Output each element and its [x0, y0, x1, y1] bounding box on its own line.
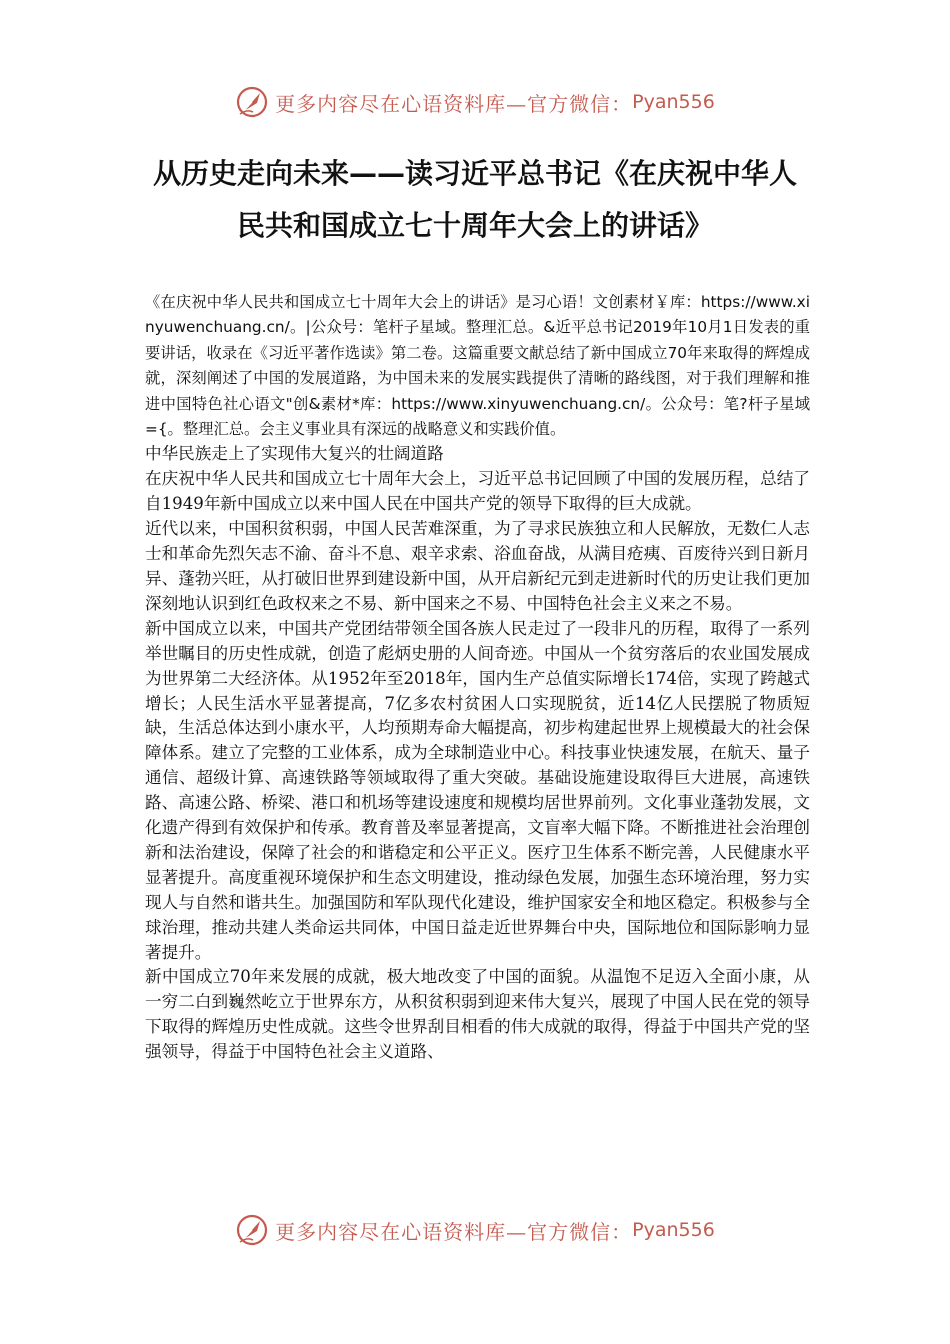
body-paragraph-4: 新中国成立70年来发展的成就，极大地改变了中国的面貌。从温饱不足迈入全面小康，从一穷二白到巍然屹立于世界东方，从积贫积弱到迎来伟大复兴，展现了中国人民在党的领导下取得的辉煌历史性成就。这些令世界刮目相看的伟大成就的取得，得益于中国共产党的坚强领导，得益于中国特色社会主义道路、	[145, 967, 810, 1062]
header-watermark-banner	[0, 82, 950, 122]
body-paragraph-2: 近代以来，中国积贫积弱，中国人民苦难深重，为了寻求民族独立和人民解放，无数仁人志士和革命先烈矢志不渝、奋斗不息、艰辛求索、浴血奋战，从满目疮痍、百废待兴到日新月异、蓬勃兴旺，从打破旧世界到建设新中国，从开启新纪元到走进新时代的历史让我们更加深刻地认识到红色政权来之不易、新中国来之不易、中国特色社会主义来之不易。	[145, 519, 810, 613]
body-paragraph-1: 在庆祝中华人民共和国成立七十周年大会上，习近平总书记回顾了中国的发展历程，总结了自1949年新中国成立以来中国人民在中国共产党的领导下取得的巨大成就。	[145, 469, 810, 514]
document-body	[145, 290, 810, 1065]
section-heading: 中华民族走上了实现伟大复兴的壮阔道路	[145, 444, 444, 464]
body-paragraph-3: 新中国成立以来，中国共产党团结带领全国各族人民走过了一段非凡的历程，取得了一系列举世瞩目的历史性成就，创造了彪炳史册的人间奇迹。中国从一个贫穷落后的农业国发展成为世界第二大经济体。从1952年至2018年，国内生产总值实际增长174倍，实现了跨越式增长；人民生活水平显著提高，7亿多农村贫困人口实现脱贫，近14亿人民摆脱了物质短缺，生活总体达到小康水平，人均预期寿命大幅提高，初步构建起世界上规模最大的社会保障体系。建立了完整的工业体系，成为全球制造业中心。科技事业快速发展，在航天、量子通信、超级计算、高速铁路等领域取得了重大突破。基础设施建设取得巨大进展，高速铁路、高速公路、桥梁、港口和机场等建设速度和规模均居世界前列。文化事业蓬勃发展，文化遗产得到有效保护和传承。教育普及率显著提高，文盲率大幅下降。不断推进社会治理创新和法治建设，保障了社会的和谐稳定和公平正义。医疗卫生体系不断完善，人民健康水平显著提升。高度重视环境保护和生态文明建设，推动绿色发展，加强生态环境治理，努力实现人与自然和谐共生。加强国防和军队现代化建设，维护国家安全和地区稳定。积极参与全球治理，推动共建人类命运共同体，中国日益走近世界舞台中央，国际地位和国际影响力显著提升。	[145, 618, 810, 962]
footer-watermark-banner	[0, 1210, 950, 1250]
banner-wechat-handle: Pyan556	[632, 1219, 715, 1241]
banner-text: 更多内容尽在心语资料库—官方微信：	[275, 91, 633, 116]
quill-logo-icon	[235, 85, 269, 119]
banner-wechat-handle: Pyan556	[632, 91, 715, 113]
intro-paragraph: 《在庆祝中华人民共和国成立七十周年大会上的讲话》是习心语！文创素材￥库：https://www.xinyuwenchuang.cn/。|公众号：笔杆子星域。整理汇总。&近平总书记2019年10月1日发表的重要讲话，收录在《习近平著作选读》第二卷。这篇重要文献总结了新中国成立70年来取得的辉煌成就，深刻阐述了中国的发展道路，为中国未来的发展实践提供了清晰的路线图，对于我们理解和推进中国特色社心语文"创&素材*库：https://www.xinyuwenchuang.cn/。公众号：笔?杆子星域={。整理汇总。会主义事业具有深远的战略意义和实践价值。	[145, 293, 810, 439]
title-line-1: 从历史走向未来——读习近平总书记《在庆祝中华人	[152, 157, 797, 190]
banner-text: 更多内容尽在心语资料库—官方微信：	[275, 1219, 633, 1244]
title-line-2: 民共和国成立七十周年大会上的讲话》	[236, 209, 713, 242]
document-title	[130, 148, 820, 252]
quill-logo-icon	[235, 1213, 269, 1247]
